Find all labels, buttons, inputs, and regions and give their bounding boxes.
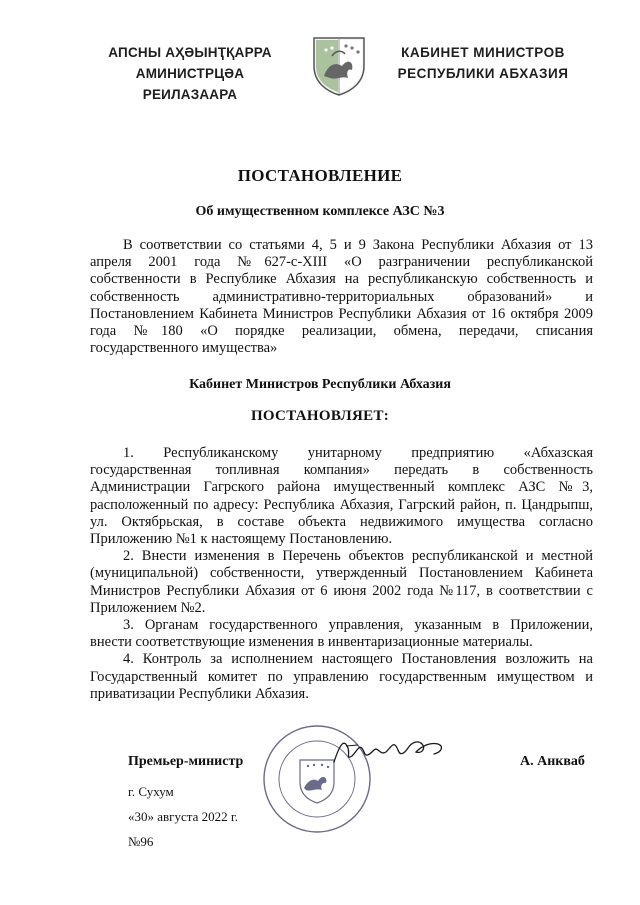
signatory-name: А. Анкваб bbox=[520, 754, 585, 769]
header-left-title bbox=[90, 42, 290, 105]
resolution-item-2: 2. Внести изменения в Перечень объектов республиканской и местной (муниципальной) собственности, утвержденный Постановлением Кабинета Министров Республики Абхазия от 6 июня 2002 года №117, в соответствии с Приложением №2. bbox=[90, 548, 593, 616]
issue-place: г. Сухум bbox=[128, 784, 174, 799]
signatory-title: Премьер-министр bbox=[128, 754, 244, 769]
issue-date: «30» августа 2022 г. bbox=[128, 809, 238, 824]
resolution-item-3: 3. Органам государственного управления, указанным в Приложении, внести соответствующие изменения в инвентаризационные материалы. bbox=[90, 617, 593, 651]
preamble-text: В соответствии со статьями 4, 5 и 9 Закона Республики Абхазия от 13 апреля 2001 года №627-с-XIII «О разграничении республиканской собственности в Республике Абхазия на республиканскую собственность и собственность административно-территориальных образований» и Постановлением Кабинета Министров Республики Абхазия от 16 октября 2009 года №180 «О порядке реализации, обмена, передачи, списания государственного имущества» bbox=[90, 237, 593, 357]
resolves-heading: ПОСТАНОВЛЯЕТ: bbox=[250, 408, 390, 424]
document-subject: Об имущественном комплексе АЗС №3 bbox=[195, 204, 445, 219]
document-number: №96 bbox=[128, 834, 154, 849]
resolution-items bbox=[90, 445, 593, 703]
header-right-title bbox=[378, 42, 588, 84]
header-left-line1: АПСНЫ АҲӘЫНҬҚАРРА bbox=[108, 45, 272, 60]
preamble-block bbox=[90, 237, 593, 357]
document-type: ПОСТАНОВЛЕНИЕ bbox=[237, 166, 403, 185]
header-right-line2: РЕСПУБЛИКИ АБХАЗИЯ bbox=[397, 66, 569, 81]
handwritten-signature bbox=[330, 734, 450, 768]
resolution-item-1: 1. Республиканскому унитарному предприятию «Абхазская государственная топливная компания» передать в собственность Администрации Гагрского района имущественный комплекс АЗС №3, расположенный по адресу: Республика Абхазия, Гагрский район, п. Цандрыпш, ул. Октябрьская, в составе объекта недвижимого имущества согласно Приложению №1 к настоящему Постановлению. bbox=[90, 445, 593, 548]
header-left-line2: АМИНИСТРЦӘА РЕИЛАЗААРА bbox=[135, 66, 245, 102]
header-right-line1: КАБИНЕТ МИНИСТРОВ bbox=[401, 45, 565, 60]
coat-of-arms-icon bbox=[312, 36, 366, 96]
issuer-heading: Кабинет Министров Республики Абхазия bbox=[189, 377, 451, 392]
resolution-item-4: 4. Контроль за исполнением настоящего Постановления возложить на Государственный комитет по управлению государственным имуществом и приватизации Республики Абхазия. bbox=[90, 651, 593, 702]
